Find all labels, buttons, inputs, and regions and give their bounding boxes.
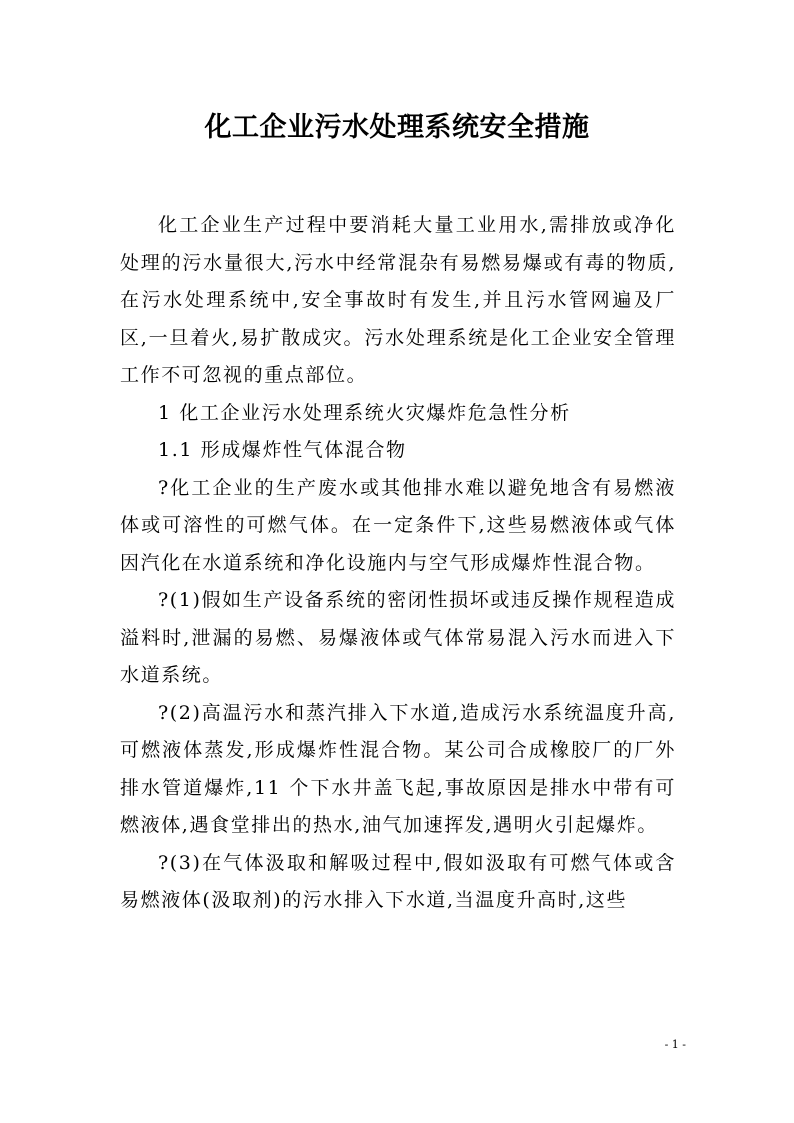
paragraph-item-3: ?(3)在气体汲取和解吸过程中,假如汲取有可燃气体或含易燃液体(汲取剂)的污水排入下水道,当温度升高时,这些 xyxy=(120,851,676,911)
document-body xyxy=(120,207,676,920)
paragraph-intro: 化工企业生产过程中要消耗大量工业用水,需排放或净化处理的污水量很大,污水中经常混杂有易燃易爆或有毒的物质,在污水处理系统中,安全事故时有发生,并且污水管网遍及厂区,一旦着火,易扩散成灾。污水处理系统是化工企业安全管理工作不可忽视的重点部位。 xyxy=(120,214,676,386)
paragraph-explosive-mixture: ?化工企业的生产废水或其他排水难以避免地含有易燃液体或可溶性的可燃气体。在一定条件下,这些易燃液体或气体因汽化在水道系统和净化设施内与空气形成爆炸性混合物。 xyxy=(120,476,676,574)
page-number: - 1 - xyxy=(664,1038,686,1051)
paragraph-item-2: ?(2)高温污水和蒸汽排入下水道,造成污水系统温度升高,可燃液体蒸发,形成爆炸性混合物。某公司合成橡胶厂的厂外排水管道爆炸,11 个下水井盖飞起,事故原因是排水中带有可燃液体,遇食堂排出的热水,油气加速挥发,遇明火引起爆炸。 xyxy=(120,701,676,836)
section-heading-1-1: 1.1 形成爆炸性气体混合物 xyxy=(158,439,407,461)
paragraph-item-1: ?(1)假如生产设备系统的密闭性损坏或违反操作规程造成溢料时,泄漏的易燃、易爆液体或气体常易混入污水而进入下水道系统。 xyxy=(120,589,676,686)
document-title: 化工企业污水处理系统安全措施 xyxy=(204,112,590,143)
section-heading-1: 1 化工企业污水处理系统火灾爆炸危急性分析 xyxy=(158,401,571,424)
